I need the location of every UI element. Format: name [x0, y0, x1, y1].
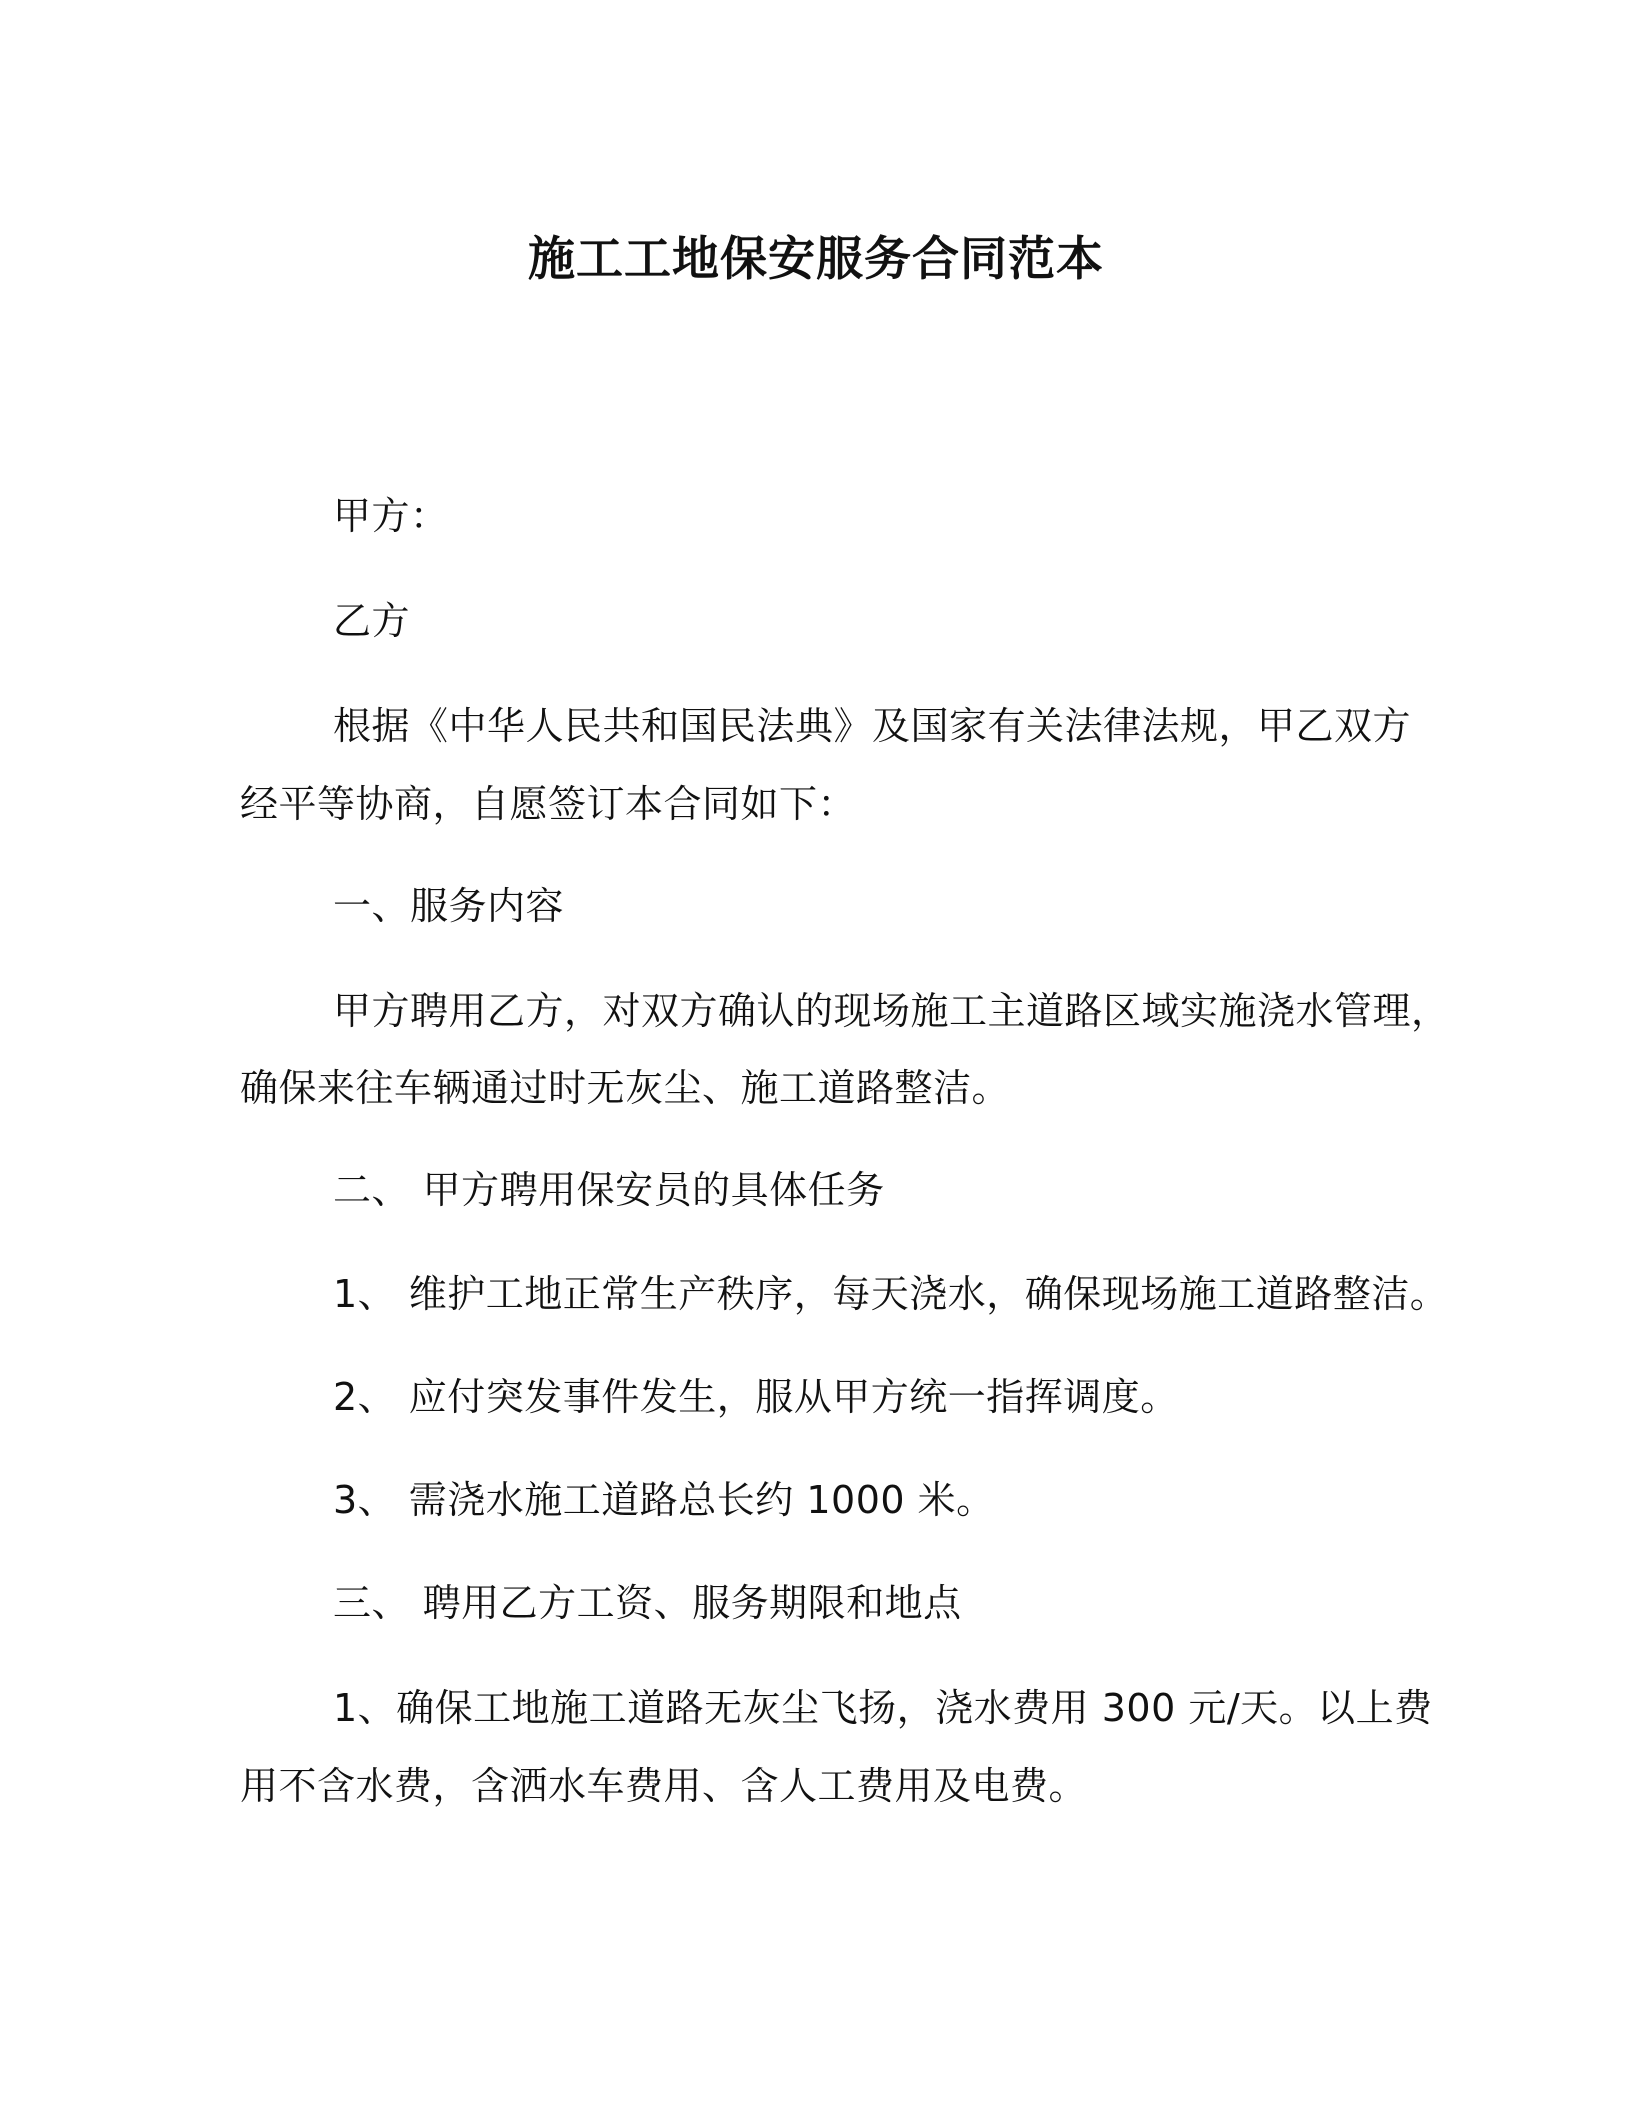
intro-paragraph-line-2: 经平等协商，自愿签订本合同如下： [240, 782, 857, 826]
document-title: 施工工地保安服务合同范本 [528, 232, 1104, 287]
section-2-item-3: 3、 需浇水施工道路总长约 1000 米。 [333, 1478, 995, 1522]
section-3-heading: 三、 聘用乙方工资、服务期限和地点 [333, 1581, 962, 1625]
party-a-label: 甲方： [333, 494, 449, 538]
section-1-heading: 一、服务内容 [333, 884, 565, 928]
party-b-label: 乙方 [333, 599, 411, 643]
section-3-item-1-line-2: 用不含水费，含洒水车费用、含人工费用及电费。 [240, 1764, 1088, 1808]
section-2-item-2: 2、 应付突发事件发生，服从甲方统一指挥调度。 [333, 1375, 1179, 1419]
section-3-item-1-line-1: 1、确保工地施工道路无灰尘飞扬，浇水费用 300 元/天。以上费 [333, 1686, 1433, 1730]
section-1-paragraph-line-1: 甲方聘用乙方，对双方确认的现场施工主道路区域实施浇水管理， [333, 989, 1450, 1033]
section-2-item-1: 1、 维护工地正常生产秩序，每天浇水，确保现场施工道路整洁。 [333, 1272, 1449, 1316]
section-2-heading: 二、 甲方聘用保安员的具体任务 [333, 1168, 885, 1212]
section-1-paragraph-line-2: 确保来往车辆通过时无灰尘、施工道路整洁。 [240, 1066, 1011, 1110]
intro-paragraph-line-1: 根据《中华人民共和国民法典》及国家有关法律法规，甲乙双方 [333, 704, 1412, 748]
